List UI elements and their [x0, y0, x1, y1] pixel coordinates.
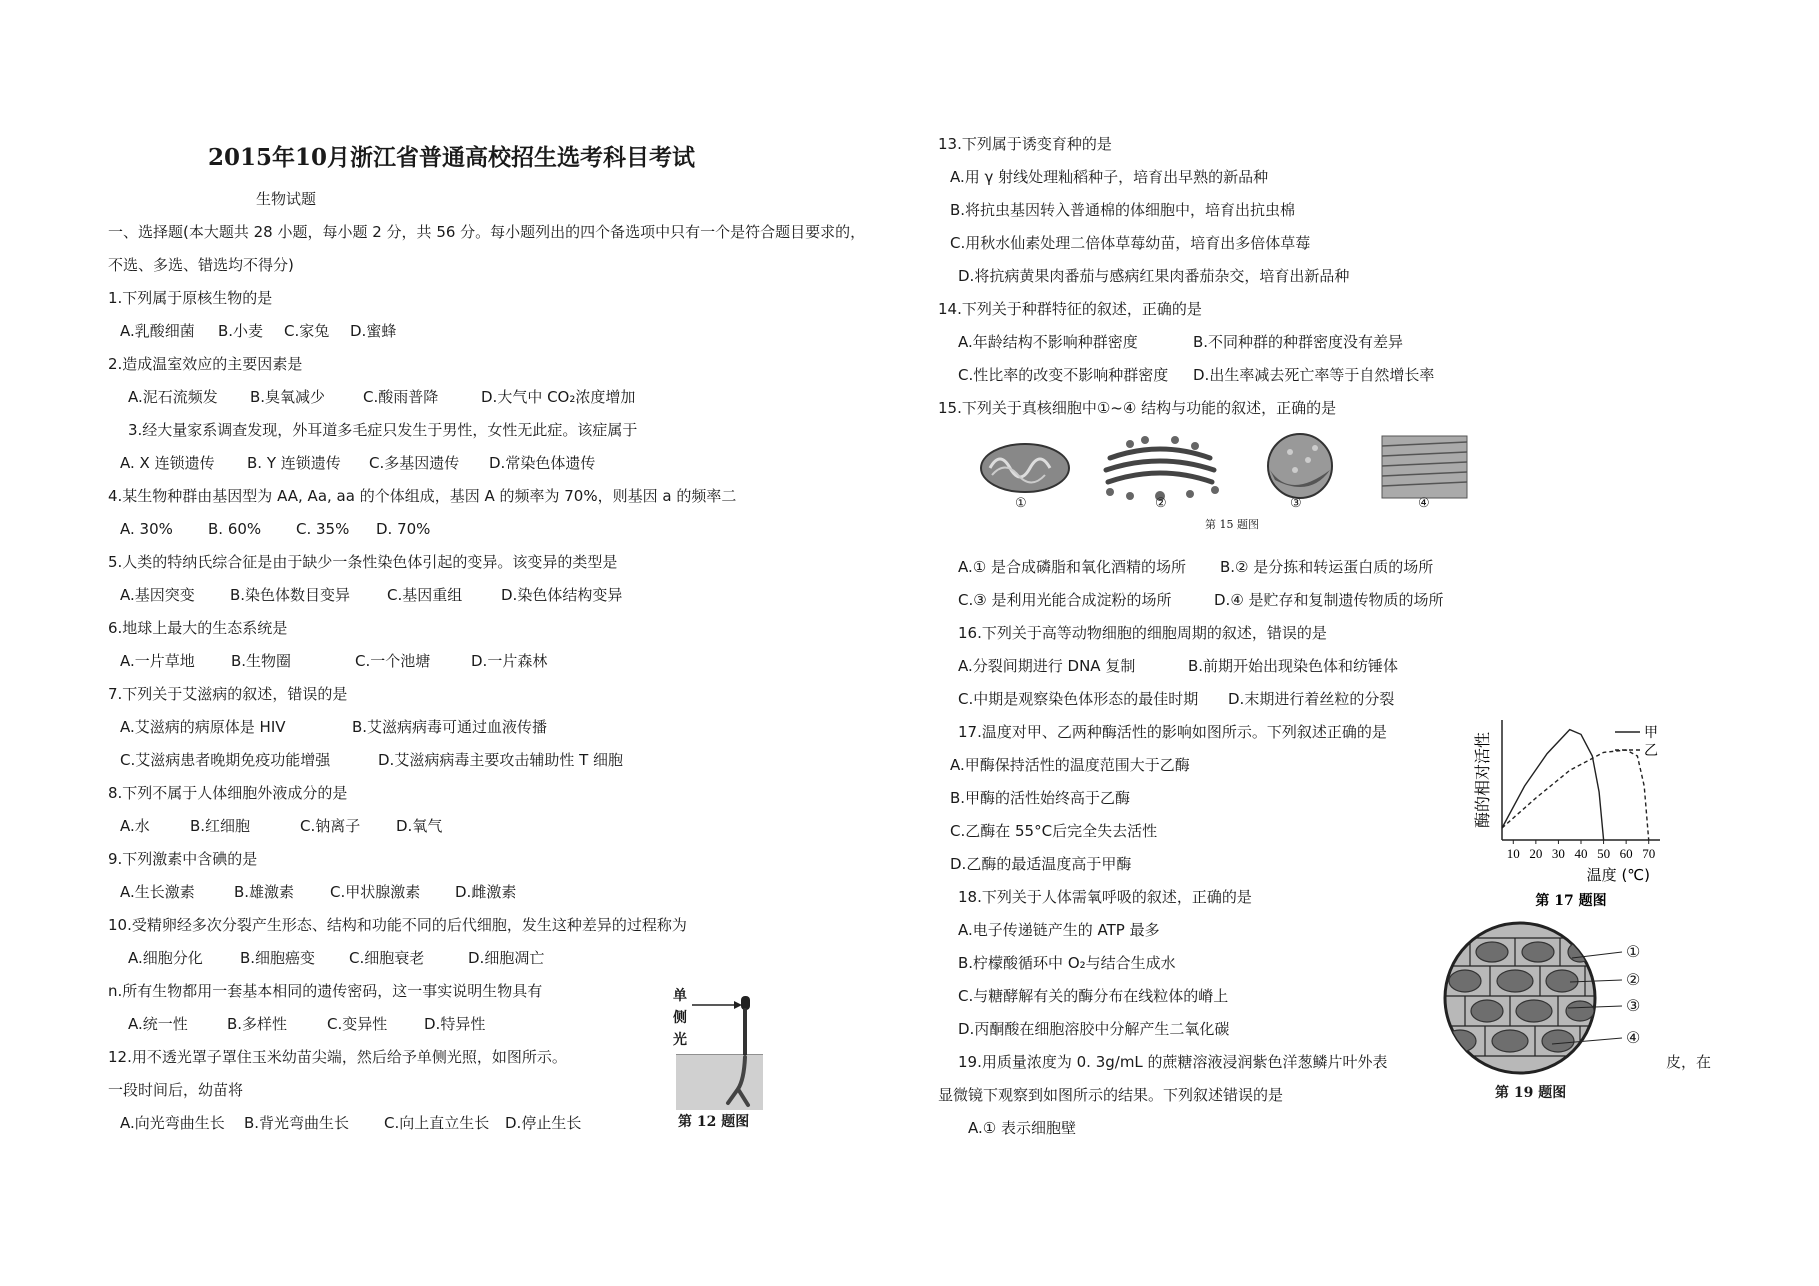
option-b: B.艾滋病病毒可通过血液传播: [352, 718, 548, 736]
option-c: C.一个池塘: [355, 652, 431, 670]
option-c: C.多基因遗传: [369, 454, 460, 472]
option-a: A.向光弯曲生长: [120, 1114, 225, 1132]
question-17: 17.温度对甲、乙两种酶活性的影响如图所示。下列叙述正确的是: [958, 723, 1387, 741]
organelle-label-4: ④: [1418, 496, 1430, 511]
option-b: B.多样性: [227, 1015, 288, 1033]
question-11: n.所有生物都用一套基本相同的遗传密码，这一事实说明生物具有: [108, 982, 543, 1000]
question-18-option-d: D.丙酮酸在细胞溶胶中分解产生二氧化碳: [958, 1020, 1230, 1038]
option-d: D.④ 是贮存和复制遗传物质的场所: [1214, 591, 1444, 609]
option-c: C.中期是观察染色体形态的最佳时期: [958, 690, 1199, 708]
question-7: 7.下列关于艾滋病的叙述，错误的是: [108, 685, 348, 703]
option-d: D.特异性: [424, 1015, 486, 1033]
instructions-line-1: 一、选择题(本大题共 28 小题，每小题 2 分，共 56 分。每小题列出的四个备选项中只有一个是符合题目要求的，: [108, 223, 866, 241]
question-11-options: [108, 1008, 923, 1041]
cell-label-4: ④: [1626, 1028, 1641, 1047]
legend-label-1: 甲: [1644, 725, 1658, 741]
option-b: B.臭氧减少: [250, 388, 326, 406]
option-b: B.生物圈: [231, 652, 292, 670]
option-c: C.向上直立生长: [384, 1114, 490, 1132]
question-17-option-d: D.乙酶的最适温度高于甲酶: [950, 855, 1132, 873]
question-8: 8.下列不属于人体细胞外液成分的是: [108, 784, 348, 802]
light-label-char: 侧: [673, 1010, 687, 1026]
x-tick-label: 50: [1597, 846, 1611, 861]
light-label-char: 光: [673, 1032, 687, 1048]
figure-19-caption: 第 19 题图: [1495, 1085, 1567, 1101]
question-9: 9.下列激素中含碘的是: [108, 850, 258, 868]
question-18-option-c: C.与糖酵解有关的酶分布在线粒体的嵴上: [958, 987, 1229, 1005]
question-4: 4.某生物种群由基因型为 AA, Aa, aa 的个体组成，基因 A 的频率为 70%，则基因 a 的频率二: [108, 487, 737, 505]
option-b: B. 60%: [208, 520, 262, 538]
option-b: B.小麦: [218, 322, 264, 340]
option-d: D.常染色体遗传: [489, 454, 596, 472]
option-d: D.大气中 CO₂浓度增加: [481, 388, 636, 406]
option-c: C.变异性: [327, 1015, 388, 1033]
page-title: 2015年10月浙江省普通高校招生选考科目考试: [208, 144, 696, 171]
organelle-label-1: ①: [1015, 496, 1027, 511]
x-tick-label: 10: [1506, 846, 1520, 861]
question-14-options-row-2: [938, 359, 1718, 392]
question-13-option-b: B.将抗虫基因转入普通棉的体细胞中，培育出抗虫棉: [950, 201, 1296, 219]
plasmolysis-drawing: [1440, 920, 1680, 1080]
option-a: A.泥石流频发: [128, 388, 218, 406]
x-tick-label: 30: [1551, 846, 1565, 861]
figure-19: [1440, 920, 1680, 1100]
option-a: A. 30%: [120, 520, 173, 538]
option-a: A.艾滋病的病原体是 HIV: [120, 718, 286, 736]
question-19-text: 19.用质量浓度为 0. 3g/mL 的蔗糖溶液浸润紫色洋葱鳞片叶外表: [958, 1053, 1388, 1071]
organelle-label-3: ③: [1290, 496, 1302, 511]
option-a: A.乳酸细菌: [120, 322, 195, 340]
question-13-option-d: D.将抗病黄果肉番茄与感病红果肉番茄杂交，培育出新品种: [958, 267, 1350, 285]
question-13-option-c: C.用秋水仙素处理二倍体草莓幼苗，培育出多倍体草莓: [950, 234, 1311, 252]
option-a: A.年龄结构不影响种群密度: [958, 333, 1138, 351]
option-d: D.雌激素: [455, 883, 517, 901]
option-d: D.停止生长: [505, 1114, 582, 1132]
option-a: A.一片草地: [120, 652, 195, 670]
organelles-drawing: [970, 430, 1470, 510]
option-b: B.前期开始出现染色体和纺锤体: [1188, 657, 1399, 675]
option-c: C. 35%: [296, 520, 350, 538]
option-d: D.艾滋病病毒主要攻击辅助性 T 细胞: [378, 751, 624, 769]
option-b: B.不同种群的种群密度没有差异: [1193, 333, 1404, 351]
question-5: 5.人类的特纳氏综合征是由于缺少一条性染色体引起的变异。该变异的类型是: [108, 553, 618, 571]
question-15-options-row-1: [938, 551, 1718, 584]
option-b: B. Y 连锁遗传: [247, 454, 341, 472]
question-15: 15.下列关于真核细胞中①~④ 结构与功能的叙述，正确的是: [938, 399, 1337, 417]
legend-label-2: 乙: [1644, 743, 1658, 759]
question-12-options: [108, 1107, 923, 1140]
question-6: 6.地球上最大的生态系统是: [108, 619, 288, 637]
question-12: 12.用不透光罩子罩住玉米幼苗尖端，然后给予单侧光照，如图所示。: [108, 1048, 567, 1066]
question-7-options-row-1: [108, 711, 923, 744]
light-label-char: 单: [673, 988, 687, 1004]
instructions-line-2: 不选、多选、错选均不得分): [108, 256, 294, 274]
question-16-options-row-1: [938, 650, 1718, 683]
question-19-option-a: A.① 表示细胞壁: [968, 1119, 1076, 1137]
option-a: A.细胞分化: [128, 949, 203, 967]
option-c: C.艾滋病患者晚期免疫功能增强: [120, 751, 331, 769]
option-c: C.细胞衰老: [349, 949, 425, 967]
option-a: A. X 连锁遗传: [120, 454, 215, 472]
question-17-option-c: C.乙酶在 55°C后完全失去活性: [950, 822, 1158, 840]
question-18-option-a: A.电子传递链产生的 ATP 最多: [958, 921, 1160, 939]
figure-15-caption: 第 15 题图: [1205, 518, 1259, 531]
question-1: 1.下列属于原核生物的是: [108, 289, 273, 307]
question-2-options: [108, 381, 923, 414]
option-c: C.甲状腺激素: [330, 883, 421, 901]
question-14: 14.下列关于种群特征的叙述，正确的是: [938, 300, 1202, 318]
x-tick-label: 70: [1642, 846, 1656, 861]
option-a: A.分裂间期进行 DNA 复制: [958, 657, 1136, 675]
option-b: B.染色体数目变异: [230, 586, 351, 604]
question-2: 2.造成温室效应的主要因素是: [108, 355, 303, 373]
option-c: C.基因重组: [387, 586, 463, 604]
option-d: D. 70%: [376, 520, 431, 538]
left-column: [108, 133, 923, 1140]
x-tick-label: 20: [1529, 846, 1543, 861]
option-a: A.统一性: [128, 1015, 188, 1033]
figure-17-caption: 第 17 题图: [1535, 893, 1607, 909]
question-10-options: [108, 942, 923, 975]
question-5-options: [108, 579, 923, 612]
option-c: C.酸雨普降: [363, 388, 439, 406]
option-d: D.蜜蜂: [350, 322, 397, 340]
option-b: B.雄激素: [234, 883, 295, 901]
option-b: B.② 是分拣和转运蛋白质的场所: [1220, 558, 1434, 576]
cell-label-3: ③: [1626, 996, 1641, 1015]
option-b: B.细胞癌变: [240, 949, 316, 967]
option-d: D.出生率减去死亡率等于自然增长率: [1193, 366, 1435, 384]
figure-17: [1450, 710, 1680, 910]
option-b: B.红细胞: [190, 817, 251, 835]
option-d: D.一片森林: [471, 652, 548, 670]
x-tick-label: 60: [1619, 846, 1633, 861]
question-3: 3.经大量家系调查发现，外耳道多毛症只发生于男性，女性无此症。该症属于: [128, 421, 638, 439]
question-13-option-a: A.用 γ 射线处理籼稻种子，培育出早熟的新品种: [950, 168, 1269, 186]
question-1-options: [108, 315, 923, 348]
y-axis-label: 酶的相对活性: [1473, 731, 1492, 829]
figure-15: [970, 430, 1470, 535]
figure-12-caption: 第 12 题图: [678, 1114, 750, 1130]
question-16: 16.下列关于高等动物细胞的细胞周期的叙述，错误的是: [958, 624, 1327, 642]
question-10: 10.受精卵经多次分裂产生形态、结构和功能不同的后代细胞，发生这种差异的过程称为: [108, 916, 687, 934]
option-d: D.氧气: [396, 817, 443, 835]
option-a: A.水: [120, 817, 150, 835]
series-line-2: [1502, 750, 1649, 840]
question-8-options: [108, 810, 923, 843]
question-18-option-b: B.柠檬酸循环中 O₂与结合生成水: [958, 954, 1176, 972]
option-d: D.染色体结构变异: [501, 586, 623, 604]
cell-label-2: ②: [1626, 970, 1641, 989]
page-subtitle: 生物试题: [256, 190, 317, 208]
option-a: A.生长激素: [120, 883, 195, 901]
question-4-options: [108, 513, 923, 546]
question-14-options-row-1: [938, 326, 1718, 359]
question-12-continued: 一段时间后，幼苗将: [108, 1081, 244, 1099]
option-c: C.家兔: [284, 322, 330, 340]
question-19-tail: 皮，在: [1666, 1053, 1712, 1071]
question-19-line-2: 显微镜下观察到如图所示的结果。下列叙述错误的是: [938, 1086, 1284, 1104]
option-c: C.钠离子: [300, 817, 361, 835]
cell-label-1: ①: [1626, 942, 1641, 961]
question-3-options: [108, 447, 923, 480]
option-a: A.基因突变: [120, 586, 195, 604]
option-b: B.背光弯曲生长: [244, 1114, 350, 1132]
organelle-label-2: ②: [1155, 496, 1167, 511]
seedling-drawing: [668, 985, 768, 1110]
question-17-option-b: B.甲酶的活性始终高于乙酶: [950, 789, 1131, 807]
question-7-options-row-2: [108, 744, 923, 777]
question-18: 18.下列关于人体需氧呼吸的叙述，正确的是: [958, 888, 1252, 906]
figure-12: [668, 985, 768, 1135]
enzyme-activity-chart: [1450, 710, 1680, 910]
question-15-options-row-2: [938, 584, 1718, 617]
question-9-options: [108, 876, 923, 909]
option-d: D.细胞凋亡: [468, 949, 545, 967]
option-c: C.性比率的改变不影响种群密度: [958, 366, 1169, 384]
x-tick-label: 40: [1574, 846, 1588, 861]
question-13: 13.下列属于诱变育种的是: [938, 135, 1112, 153]
option-c: C.③ 是利用光能合成淀粉的场所: [958, 591, 1172, 609]
option-a: A.① 是合成磷脂和氧化酒精的场所: [958, 558, 1186, 576]
option-d: D.末期进行着丝粒的分裂: [1228, 690, 1395, 708]
question-6-options: [108, 645, 923, 678]
question-17-option-a: A.甲酶保持活性的温度范围大于乙酶: [950, 756, 1190, 774]
x-axis-label: 温度 (℃): [1586, 866, 1650, 884]
